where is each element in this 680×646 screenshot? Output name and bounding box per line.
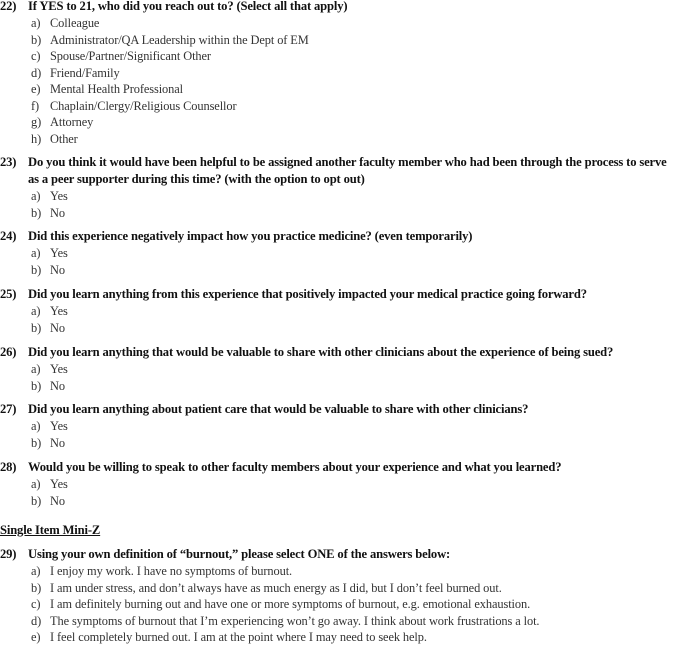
option-letter: b)	[31, 320, 42, 335]
option-item[interactable]	[0, 476, 680, 493]
option-item[interactable]	[0, 81, 680, 98]
option-text: Yes	[50, 189, 68, 203]
option-item[interactable]	[0, 361, 680, 378]
option-item[interactable]	[0, 435, 680, 452]
option-letter: c)	[31, 597, 41, 611]
question-heading	[0, 0, 680, 15]
question-22	[0, 0, 680, 147]
question-text: Would you be willing to speak to other faculty members about your experience and what you learned?	[28, 460, 562, 474]
question-text: Do you think it would have been helpful to be assigned another faculty member who had been through the process to serve as a peer supporter during this time? (with the option to opt out)	[28, 155, 667, 186]
option-item[interactable]	[0, 245, 680, 262]
option-list	[0, 15, 680, 147]
question-number: 27)	[0, 402, 17, 416]
option-letter: b)	[31, 378, 42, 393]
option-item[interactable]	[0, 378, 680, 395]
question-29	[0, 546, 680, 646]
question-text: Did you learn anything from this experience that positively impacted your medical practice going forward?	[28, 287, 587, 301]
option-letter: a)	[31, 304, 41, 318]
question-26	[0, 344, 680, 394]
question-number: 28)	[0, 460, 17, 474]
option-item[interactable]	[0, 188, 680, 205]
question-heading	[0, 401, 680, 418]
question-heading	[0, 286, 680, 303]
option-item[interactable]	[0, 613, 680, 630]
option-item[interactable]	[0, 320, 680, 337]
question-text: Did you learn anything that would be valuable to share with other clinicians about the experience of being sued?	[28, 345, 614, 359]
question-23	[0, 154, 680, 221]
option-text: No	[50, 262, 65, 277]
option-letter: e)	[31, 82, 41, 96]
section-title: Single Item Mini-Z	[0, 523, 101, 537]
option-letter: c)	[31, 49, 41, 63]
option-item[interactable]	[0, 493, 680, 510]
question-text: Using your own definition of “burnout,” please select ONE of the answers below:	[28, 547, 451, 561]
option-item[interactable]	[0, 418, 680, 435]
question-text: If YES to 21, who did you reach out to? (Select all that apply)	[28, 0, 348, 13]
option-letter: e)	[31, 630, 41, 644]
option-letter: a)	[31, 16, 41, 30]
option-text: Yes	[50, 477, 68, 491]
option-letter: a)	[31, 477, 41, 491]
option-text: No	[50, 320, 65, 335]
option-text: Attorney	[50, 115, 94, 129]
option-text: Yes	[50, 304, 68, 318]
option-text: I feel completely burned out. I am at the point where I may need to seek help.	[50, 630, 427, 644]
option-text: I am definitely burning out and have one or more symptoms of burnout, e.g. emotional exhaustion.	[50, 597, 531, 611]
question-text: Did this experience negatively impact how you practice medicine? (even temporarily)	[28, 229, 473, 243]
option-item[interactable]	[0, 629, 680, 646]
option-letter: a)	[31, 189, 41, 203]
option-letter: a)	[31, 362, 41, 376]
option-text: Friend/Family	[50, 65, 120, 80]
option-letter: a)	[31, 419, 41, 433]
question-number: 26)	[0, 345, 17, 359]
question-heading	[0, 459, 680, 476]
option-letter: h)	[31, 131, 42, 146]
option-text: I am under stress, and don’t always have as much energy as I did, but I don’t feel burned out.	[50, 580, 502, 595]
option-item[interactable]	[0, 32, 680, 49]
question-heading	[0, 546, 680, 563]
option-text: Colleague	[50, 16, 100, 30]
option-text: No	[50, 205, 65, 220]
option-text: I enjoy my work. I have no symptoms of burnout.	[50, 564, 293, 578]
option-text: Other	[50, 131, 78, 146]
option-item[interactable]	[0, 563, 680, 580]
question-text: Did you learn anything about patient care that would be valuable to share with other clinicians?	[28, 402, 529, 416]
option-text: No	[50, 493, 65, 508]
option-item[interactable]	[0, 98, 680, 115]
question-25	[0, 286, 680, 336]
option-text: Administrator/QA Leadership within the Dept of EM	[50, 32, 309, 47]
option-letter: f)	[31, 98, 40, 113]
question-number: 22)	[0, 0, 17, 13]
option-letter: d)	[31, 65, 42, 80]
option-letter: b)	[31, 262, 42, 277]
option-text: No	[50, 435, 65, 450]
option-list	[0, 361, 680, 394]
question-number: 24)	[0, 229, 17, 243]
option-letter: b)	[31, 493, 42, 508]
question-27	[0, 401, 680, 451]
option-item[interactable]	[0, 15, 680, 32]
question-heading	[0, 228, 680, 245]
option-text: Yes	[50, 246, 68, 260]
option-letter: b)	[31, 32, 42, 47]
option-item[interactable]	[0, 303, 680, 320]
question-number: 25)	[0, 287, 17, 301]
option-text: No	[50, 378, 65, 393]
option-letter: d)	[31, 613, 42, 628]
question-heading	[0, 344, 680, 361]
option-text: Yes	[50, 362, 68, 376]
option-letter: b)	[31, 205, 42, 220]
question-heading	[0, 154, 680, 188]
option-item[interactable]	[0, 114, 680, 131]
question-28	[0, 459, 680, 509]
option-text: Mental Health Professional	[50, 82, 183, 96]
option-letter: b)	[31, 435, 42, 450]
option-item[interactable]	[0, 580, 680, 597]
option-list	[0, 188, 680, 221]
option-item[interactable]	[0, 262, 680, 279]
option-list	[0, 303, 680, 336]
option-letter: a)	[31, 246, 41, 260]
option-item[interactable]	[0, 596, 680, 613]
option-text: Spouse/Partner/Significant Other	[50, 49, 211, 63]
option-text: Yes	[50, 419, 68, 433]
question-24	[0, 228, 680, 278]
option-letter: b)	[31, 580, 42, 595]
option-list	[0, 563, 680, 646]
option-text: Chaplain/Clergy/Religious Counsellor	[50, 98, 237, 113]
option-letter: a)	[31, 564, 41, 578]
option-item[interactable]	[0, 65, 680, 82]
option-letter: g)	[31, 115, 42, 129]
option-list	[0, 245, 680, 278]
option-item[interactable]	[0, 205, 680, 222]
option-list	[0, 418, 680, 451]
option-item[interactable]	[0, 48, 680, 65]
question-number: 23)	[0, 155, 17, 169]
option-text: The symptoms of burnout that I’m experiencing won’t go away. I think about work frustrations a lot.	[50, 613, 540, 628]
question-number: 29)	[0, 547, 17, 561]
option-list	[0, 476, 680, 509]
option-item[interactable]	[0, 131, 680, 148]
